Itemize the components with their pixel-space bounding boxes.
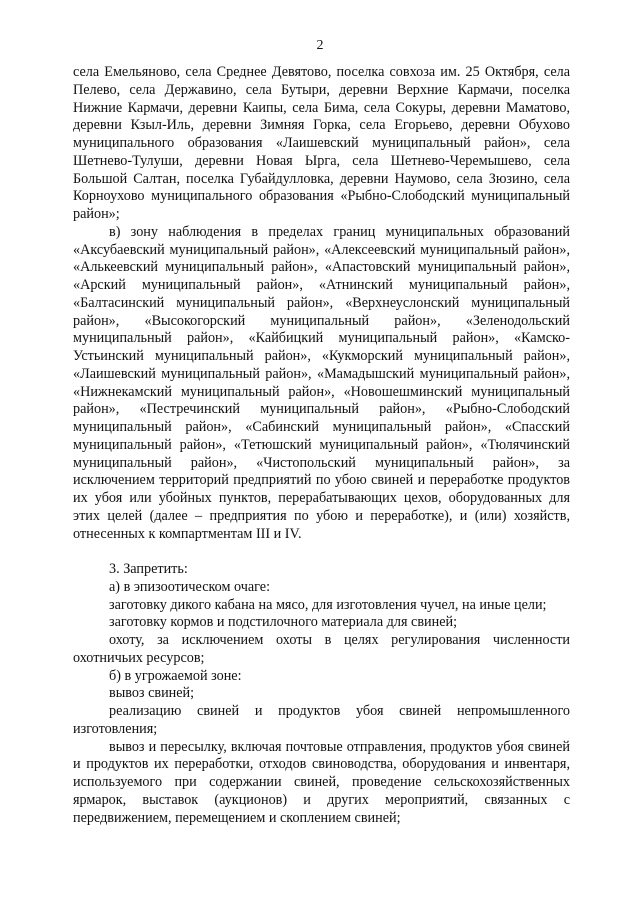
paragraph-observation-zone: в) зону наблюдения в пределах границ муниципальных образований «Аксубаевский муниципальный район», «Алексеевский муниципальный район», «Алькеевский муниципальный район», «Апастовский муниципальный район», «Арский муниципальный район», «Атнинский муниципальный район», «Балтасинский муниципальный район», «Верхнеуслонский муниципальный район», «Высокогорский муниципальный район», «Зеленодольский муниципальный район», «Кайбицкий муниципальный район», «Камско-Устьинский муниципальный район», «Кукморский муниципальный район», «Лаишевский муниципальный район», «Мамадышский муниципальный район», «Нижнекамский муниципальный район», «Новошешминский муниципальный район», «Пестречинский муниципальный район», «Рыбно-Слободский муниципальный район», «Сабинский муниципальный район», «Спасский муниципальный район», «Тетюшский муниципальный район», «Тюлячинский муниципальный район», «Чистопольский муниципальный район», за исключением территорий предприятий по убою свиней и переработке продуктов их убоя или убойных пунктов, перерабатывающих цехов, оборудованных для этих целей (далее – предприятия по убою и переработке), и (или) хозяйств, отнесенных к компартментам III и IV.	[73, 223, 570, 542]
paragraph-spacer	[73, 543, 570, 561]
subheading-threatened-zone: б) в угрожаемой зоне:	[109, 667, 242, 684]
list-item-hunting: охоту, за исключением охоты в целях регулирования численности охотничьих ресурсов;	[73, 632, 570, 666]
document-body	[73, 64, 570, 827]
list-item-wild-boar: заготовку дикого кабана на мясо, для изготовления чучел, на иные цели;	[109, 596, 547, 613]
section-heading-prohibit: 3. Запретить:	[109, 561, 188, 577]
paragraph-settlements-list: села Емельяново, села Среднее Девятово, поселка совхоза им. 25 Октября, села Пелево, села Державино, села Бутыри, деревни Верхние Кармачи, поселка Нижние Кармачи, деревни Каипы, села Бима, села Сокуры, деревни Маматово, деревни Кзыл-Иль, деревни Зимняя Горка, села Егорьево, деревни Обухово муниципального образования «Лаишевский муниципальный район», села Шетнево-Тулуши, деревни Новая Ырга, села Шетнево-Черемышево, села Большой Салтан, поселка Губайдулловка, деревни Наумово, села Зюзино, села Корноухово муниципального образования «Рыбно-Слободский муниципальный район»;	[73, 64, 570, 222]
list-item-shipping: вывоз и пересылку, включая почтовые отправления, продуктов убоя свиней и продуктов их переработки, отходов свиноводства, оборудования и инвентаря, используемого при содержании свиней, проведение сельскохозяйственных ярмарок, выставок (аукционов) и других мероприятий, связанных с передвижением, перемещением и скоплением свиней;	[73, 738, 570, 826]
page-number: 2	[316, 38, 324, 53]
subheading-epizootic-focus: а) в эпизоотическом очаге:	[109, 578, 271, 595]
list-item-pig-export: вывоз свиней;	[109, 685, 195, 702]
list-item-feed: заготовку кормов и подстилочного материала для свиней;	[109, 614, 458, 631]
list-item-sale: реализацию свиней и продуктов убоя свиней непромышленного изготовления;	[73, 703, 570, 737]
